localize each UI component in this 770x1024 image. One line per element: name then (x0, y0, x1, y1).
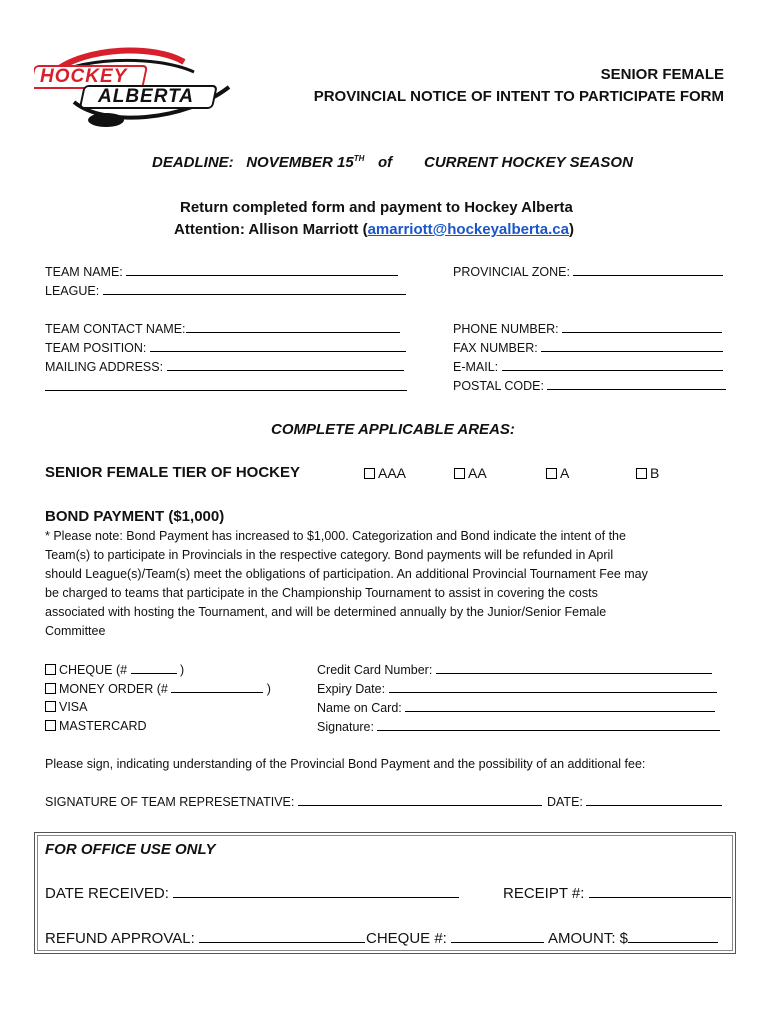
tier-aa-label: AA (468, 465, 487, 481)
attention-line (174, 221, 574, 238)
date-received-line[interactable] (173, 884, 459, 898)
team-position-line[interactable] (150, 340, 406, 352)
tier-aaa-checkbox[interactable] (364, 468, 375, 479)
return-line: Return completed form and payment to Hockey Alberta (180, 199, 573, 216)
expiry-date-field[interactable] (317, 681, 717, 696)
complete-areas-heading: COMPLETE APPLICABLE AREAS: (271, 421, 515, 438)
tier-aa-checkbox[interactable] (454, 468, 465, 479)
phone-field[interactable] (453, 321, 722, 336)
deadline-label (152, 154, 364, 171)
team-contact-label: TEAM CONTACT NAME: (45, 322, 186, 336)
refund-approval-field[interactable] (45, 929, 365, 947)
rep-date-line[interactable] (586, 794, 722, 806)
rep-signature-label: SIGNATURE OF TEAM REPRESETNATIVE: (45, 795, 295, 809)
tier-label: SENIOR FEMALE TIER OF HOCKEY (45, 464, 301, 481)
bond-note-line-4: be charged to teams that participate in the Championship Tournament to assist in covering the costs (45, 586, 598, 600)
amount-line[interactable] (628, 929, 718, 943)
office-cheque-field[interactable] (366, 929, 544, 947)
phone-label: PHONE NUMBER: (453, 322, 559, 336)
attention-prefix: Attention: Allison Marriott ( (174, 221, 368, 238)
receipt-line[interactable] (589, 884, 731, 898)
bond-heading: BOND PAYMENT ($1,000) (45, 508, 225, 525)
cheque-label: CHEQUE (# (59, 663, 128, 677)
postal-code-line[interactable] (547, 378, 726, 390)
date-received-field[interactable] (45, 884, 459, 902)
postal-code-label: POSTAL CODE: (453, 379, 544, 393)
office-cheque-line[interactable] (451, 929, 544, 943)
cheque-suffix: ) (180, 663, 185, 677)
office-cheque-label: CHEQUE #: (366, 930, 447, 947)
refund-approval-label: REFUND APPROVAL: (45, 930, 195, 947)
fax-label: FAX NUMBER: (453, 341, 538, 355)
rep-signature-line[interactable] (298, 794, 542, 806)
tier-option-aa[interactable] (454, 465, 487, 481)
bond-note-line-5: associated with hosting the Tournament, and will be determined annually by the Junior/Senior Female (45, 605, 607, 619)
money-order-checkbox[interactable] (45, 683, 56, 694)
receipt-label: RECEIPT #: (503, 885, 585, 902)
payment-visa[interactable] (45, 700, 88, 714)
expiry-date-label: Expiry Date: (317, 682, 386, 696)
tier-option-b[interactable] (636, 465, 659, 481)
payment-money-order[interactable] (45, 681, 271, 696)
name-on-card-field[interactable] (317, 700, 715, 715)
cheque-checkbox[interactable] (45, 664, 56, 675)
card-signature-field[interactable] (317, 719, 720, 734)
header-title-2: PROVINCIAL NOTICE OF INTENT TO PARTICIPATE FORM (313, 88, 724, 105)
receipt-field[interactable] (503, 884, 731, 902)
tier-option-aaa[interactable] (364, 465, 406, 481)
rep-date-label: DATE: (547, 795, 583, 809)
deadline-sup: TH (353, 154, 365, 163)
money-order-number-line[interactable] (171, 681, 263, 693)
money-order-suffix: ) (266, 682, 271, 696)
mastercard-label: MASTERCARD (59, 719, 147, 733)
tier-a-checkbox[interactable] (546, 468, 557, 479)
logo-word-hockey: HOCKEY (40, 66, 128, 87)
amount-field[interactable] (548, 929, 718, 947)
name-on-card-line[interactable] (405, 700, 715, 712)
sign-note: Please sign, indicating understanding of the Provincial Bond Payment and the possibility of an additional fee: (45, 757, 646, 771)
league-line[interactable] (103, 283, 406, 295)
tier-aaa-label: AAA (378, 465, 407, 481)
league-field[interactable] (45, 283, 406, 298)
team-name-label: TEAM NAME: (45, 265, 123, 279)
bond-note-line-6: Committee (45, 624, 106, 638)
team-name-field[interactable] (45, 264, 398, 279)
deadline-season: CURRENT HOCKEY SEASON (424, 154, 633, 171)
phone-line[interactable] (562, 321, 722, 333)
bond-note-line-2: Team(s) to participate in Provincials in the respective category. Bond payments will be refunded in April (45, 548, 614, 562)
deadline-month: NOVEMBER 15 (246, 154, 354, 171)
mastercard-checkbox[interactable] (45, 720, 56, 731)
payment-mastercard[interactable] (45, 719, 147, 733)
provincial-zone-label: PROVINCIAL ZONE: (453, 265, 570, 279)
tier-option-a[interactable] (546, 465, 569, 481)
visa-label: VISA (59, 700, 88, 714)
money-order-label: MONEY ORDER (# (59, 682, 168, 696)
mailing-address-line-2[interactable] (45, 390, 407, 391)
postal-code-field[interactable] (453, 378, 726, 393)
team-position-label: TEAM POSITION: (45, 341, 147, 355)
amount-label: AMOUNT: $ (548, 930, 629, 947)
email-line[interactable] (502, 359, 723, 371)
credit-card-number-line[interactable] (436, 662, 712, 674)
league-label: LEAGUE: (45, 284, 100, 298)
credit-card-number-field[interactable] (317, 662, 712, 677)
hockey-alberta-logo (34, 42, 234, 134)
deadline-label-text: DEADLINE: (152, 154, 234, 171)
card-signature-label: Signature: (317, 720, 374, 734)
date-received-label: DATE RECEIVED: (45, 885, 169, 902)
mailing-address-label: MAILING ADDRESS: (45, 360, 164, 374)
bond-note-line-1: * Please note: Bond Payment has increased to $1,000. Categorization and Bond indicate the intent of the (45, 529, 626, 543)
mailing-address-line[interactable] (167, 359, 404, 371)
email-link[interactable]: amarriott@hockeyalberta.ca (367, 221, 569, 238)
tier-b-label: B (650, 465, 660, 481)
fax-line[interactable] (541, 340, 723, 352)
team-contact-line[interactable] (186, 321, 400, 333)
bond-note-line-3: should League(s)/Team(s) meet the obligations of participation. An additional Provincial Tournament Fee may (45, 567, 648, 581)
attention-suffix: ) (568, 221, 574, 238)
team-contact-field[interactable] (45, 321, 400, 336)
logo-word-alberta: ALBERTA (98, 86, 195, 107)
cheque-number-line[interactable] (131, 662, 177, 674)
email-field[interactable] (453, 359, 723, 374)
provincial-zone-line[interactable] (573, 264, 723, 276)
card-signature-line[interactable] (377, 719, 720, 731)
header-title-1: SENIOR FEMALE (600, 66, 724, 83)
email-label: E-MAIL: (453, 360, 499, 374)
expiry-date-line[interactable] (389, 681, 717, 693)
tier-a-label: A (560, 465, 570, 481)
rep-signature-field[interactable] (45, 794, 542, 809)
team-position-field[interactable] (45, 340, 406, 355)
visa-checkbox[interactable] (45, 701, 56, 712)
mailing-address-field[interactable] (45, 359, 404, 374)
tier-b-checkbox[interactable] (636, 468, 647, 479)
provincial-zone-field[interactable] (453, 264, 723, 279)
deadline-of: of (378, 154, 393, 171)
fax-field[interactable] (453, 340, 723, 355)
team-name-line[interactable] (126, 264, 398, 276)
refund-approval-line[interactable] (199, 929, 365, 943)
name-on-card-label: Name on Card: (317, 701, 402, 715)
rep-date-field[interactable] (547, 794, 722, 809)
credit-card-number-label: Credit Card Number: (317, 663, 433, 677)
office-use-heading: FOR OFFICE USE ONLY (45, 841, 216, 858)
payment-cheque[interactable] (45, 662, 184, 677)
